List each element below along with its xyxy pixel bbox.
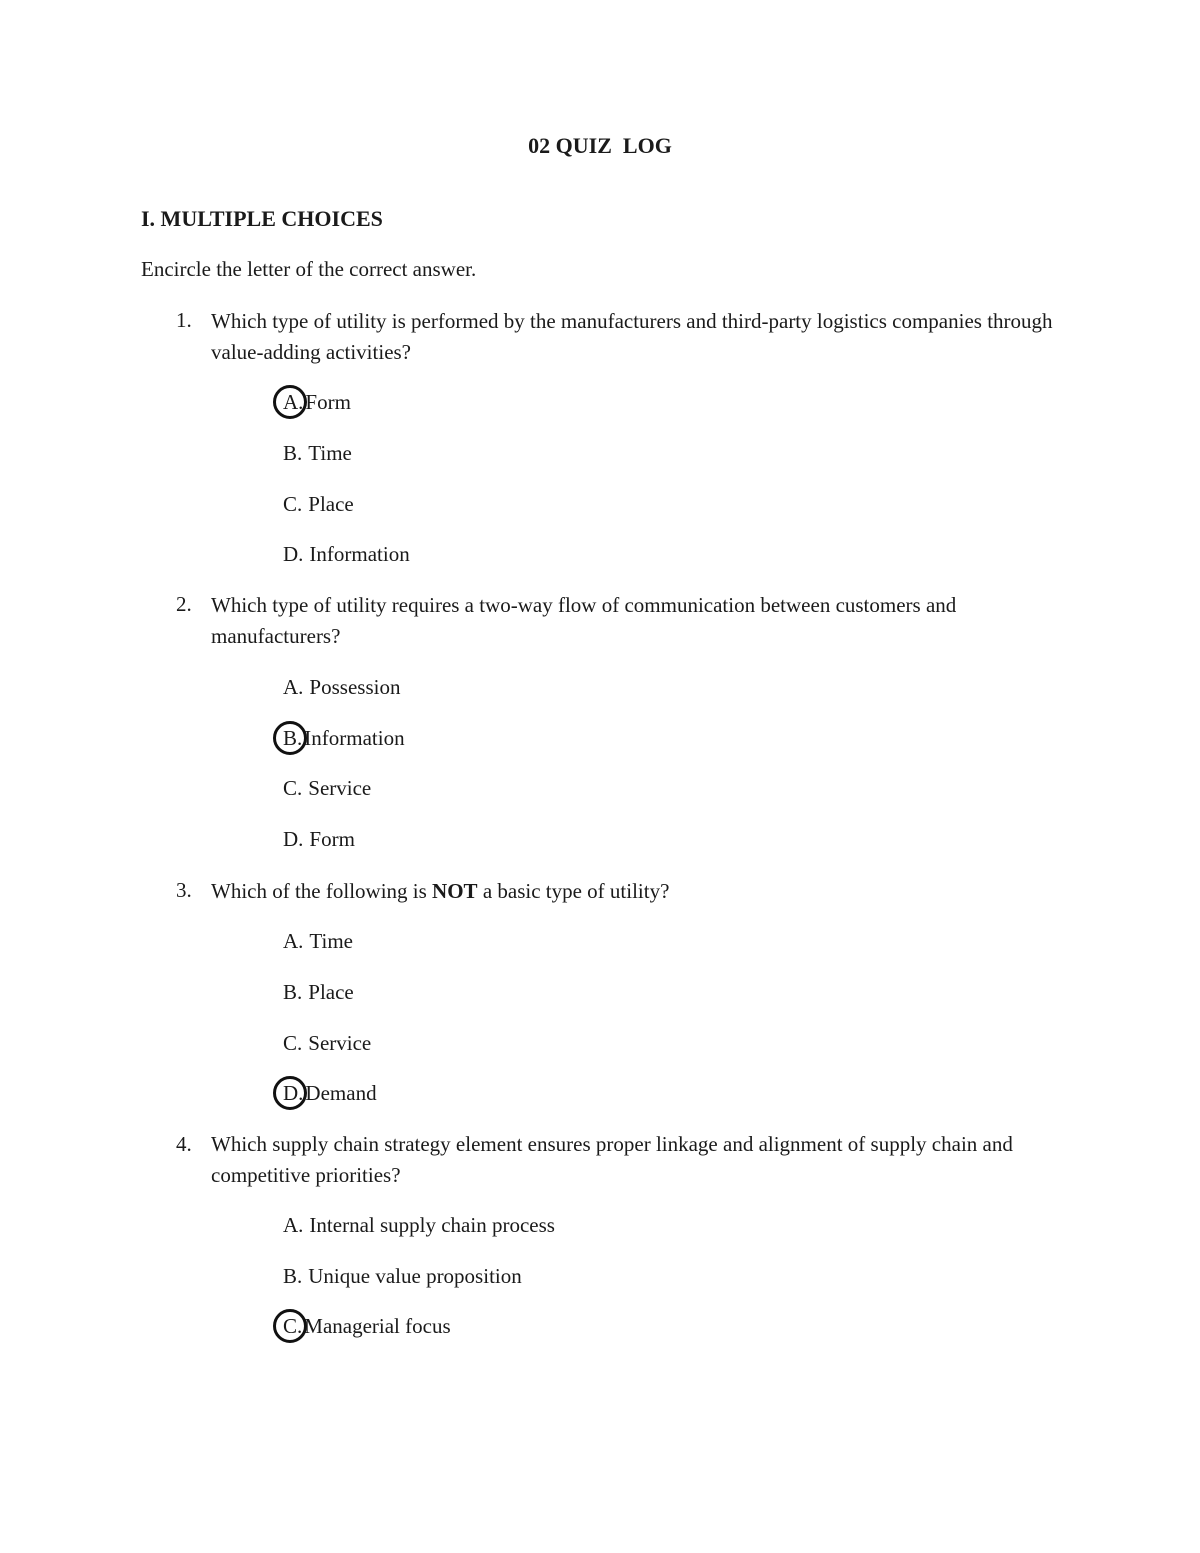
option-letter: D. — [283, 1081, 303, 1106]
option-text: Internal supply chain process — [309, 1213, 555, 1237]
instructions: Encircle the letter of the correct answer. — [141, 257, 477, 281]
answer-option — [283, 929, 353, 954]
answer-option — [283, 827, 355, 852]
question-number: 2. — [176, 592, 192, 616]
option-letter: C. — [283, 1314, 302, 1339]
option-text: Time — [309, 929, 354, 953]
answer-option — [283, 1081, 377, 1106]
answer-option — [283, 1264, 522, 1289]
option-text: Service — [308, 1031, 372, 1055]
question-text: Which type of utility requires a two-way flow of communication between customers and manufacturers? — [211, 593, 957, 648]
page-title: 02 QUIZ LOG — [528, 133, 672, 158]
option-text: Service — [308, 776, 372, 800]
option-text: Time — [308, 441, 352, 465]
answer-option — [283, 492, 354, 517]
option-letter: A. — [283, 675, 304, 699]
answer-circle — [273, 1309, 307, 1343]
answer-option — [283, 776, 371, 801]
answer-option — [283, 1213, 555, 1238]
answer-circle — [273, 1076, 307, 1110]
answer-option — [283, 441, 352, 466]
answer-option — [283, 675, 400, 700]
option-letter: C. — [283, 492, 303, 516]
option-letter: D. — [283, 827, 304, 851]
option-text: Form — [305, 390, 351, 414]
option-letter: A. — [283, 390, 303, 415]
question-number: 3. — [176, 878, 192, 902]
emphasis-not: NOT — [432, 879, 478, 903]
answer-circle — [273, 721, 307, 755]
question-number: 1. — [176, 308, 192, 332]
option-letter: B. — [283, 726, 302, 751]
option-letter: B. — [283, 980, 303, 1004]
option-letter: C. — [283, 1031, 303, 1055]
option-letter: C. — [283, 776, 303, 800]
option-text: Managerial focus — [304, 1314, 451, 1338]
option-text: Place — [308, 980, 354, 1004]
answer-option — [283, 390, 351, 415]
option-text: Information — [309, 542, 410, 566]
option-text: Place — [308, 492, 354, 516]
option-text: Unique value proposition — [308, 1264, 522, 1288]
question-text: Which type of utility is performed by the manufacturers and third-party logistics companies through value-adding activities? — [211, 309, 1053, 364]
section-heading: I. MULTIPLE CHOICES — [141, 206, 383, 231]
option-letter: A. — [283, 929, 304, 953]
answer-circle — [273, 385, 307, 419]
answer-option — [283, 1031, 371, 1056]
option-letter: D. — [283, 542, 304, 566]
option-text: Demand — [305, 1081, 377, 1105]
question-text: Which supply chain strategy element ensures proper linkage and alignment of supply chain and competitive priorities? — [211, 1132, 1013, 1187]
option-text: Form — [309, 827, 355, 851]
question-text: Which of the following is NOT a basic type of utility? — [211, 879, 670, 903]
option-text: Possession — [309, 675, 401, 699]
answer-option — [283, 726, 405, 751]
answer-option — [283, 542, 410, 567]
option-text: Information — [304, 726, 405, 750]
answer-option — [283, 1314, 451, 1339]
answer-option — [283, 980, 354, 1005]
option-letter: B. — [283, 441, 303, 465]
option-letter: B. — [283, 1264, 303, 1288]
option-letter: A. — [283, 1213, 304, 1237]
question-number: 4. — [176, 1132, 192, 1156]
